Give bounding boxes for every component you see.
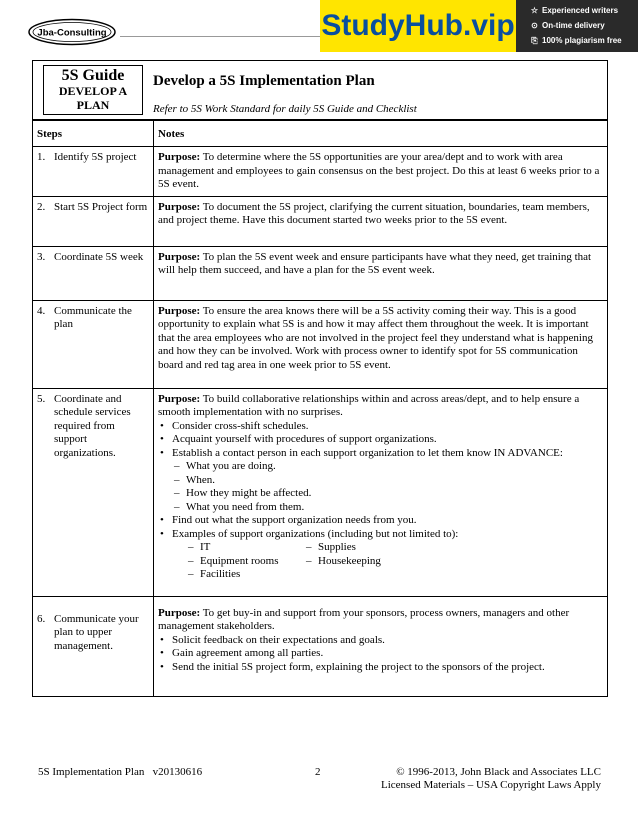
step-cell: 6. Communicate your plan to upper management. — [33, 596, 154, 696]
list-item: • Consider cross-shift schedules. — [158, 420, 603, 434]
banner-feature-list — [530, 3, 638, 48]
clock-icon: ⊙ — [531, 21, 538, 30]
table-row — [33, 300, 608, 388]
sub-list — [172, 460, 603, 514]
document-title: Develop a 5S Implementation Plan — [153, 73, 375, 89]
guide-subtitle-line2: PLAN — [76, 98, 110, 112]
table-row — [33, 246, 608, 300]
banner-brand: StudyHub.vip — [320, 0, 516, 52]
list-item: – What you are doing. — [172, 460, 603, 474]
notes-cell: Purpose: To determine where the 5S opportunities are your area/dept and to work with area management and employees to gain consensus on the best project. Do this at least 6 weeks prior to a 5S event. — [154, 147, 608, 197]
copy-icon: ⎘ — [531, 36, 538, 45]
list-item: – Facilities — [186, 568, 304, 582]
title-box — [32, 60, 608, 120]
guide-label-box — [43, 65, 143, 115]
guide-subtitle-line1: DEVELOP A — [58, 84, 128, 98]
list-item: • Find out what the support organization needs from you. — [158, 514, 603, 528]
copyright-line: © 1996-2013, John Black and Associates LLC — [396, 766, 601, 778]
guide-title: 5S Guide — [61, 67, 125, 84]
list-item: • Examples of support organizations (including but not limited to): – IT – Supplies – Equipment rooms – Housekeeping – Facilities — [158, 528, 603, 582]
step-label: Coordinate 5S week — [54, 250, 144, 263]
list-item: • Gain agreement among all parties. — [158, 647, 603, 661]
footer-document-version: 5S Implementation Plan v20130616 — [38, 766, 203, 778]
purpose-text: To determine where the 5S opportunities are your area/dept and to work with area management and employees to gain consensus on the best project. Do this at least 6 weeks prior to a 5S event. — [158, 151, 600, 190]
step-label: Coordinate and schedule services required from support organizations. — [54, 392, 131, 459]
bullet-list — [158, 634, 603, 675]
list-item: • Establish a contact person in each support organization to let them know IN ADVANCE: – What you are doing. – When. – How they might be affected. – What you need from them. — [158, 447, 603, 515]
bullet-list — [158, 420, 603, 582]
list-item: • Send the initial 5S project form, explaining the project to the sponsors of the project. — [158, 661, 603, 675]
svg-text:Jba-Consulting: Jba-Consulting — [37, 27, 107, 39]
list-item: – How they might be affected. — [172, 487, 603, 501]
list-item: • Acquaint yourself with procedures of support organizations. — [158, 433, 603, 447]
step-label: Start 5S Project form — [54, 200, 148, 213]
table-row — [33, 596, 608, 696]
footer-copyright — [381, 766, 601, 792]
step-cell: 3. Coordinate 5S week — [33, 246, 154, 300]
license-line: Licensed Materials – USA Copyright Laws Apply — [381, 779, 601, 791]
step-label: Communicate the plan — [54, 304, 132, 330]
notes-cell: Purpose: To get buy-in and support from your sponsors, process owners, managers and other management stakeholders. • Solicit feedback on their expectations and goals. • Gain agreement among all parties. • Send the initial 5S project form, explaining the project to the sponsors of the project. — [154, 596, 608, 696]
list-item: – Supplies — [304, 541, 424, 555]
jba-consulting-logo — [28, 18, 116, 46]
step-cell: 5. Coordinate and schedule services required from support organizations. — [33, 388, 154, 596]
table-row — [33, 196, 608, 246]
steps-table — [32, 120, 608, 697]
table-row — [33, 388, 608, 596]
banner-feature: ☆ Experienced writers — [530, 3, 638, 18]
list-item: – Equipment rooms — [186, 555, 304, 569]
list-item: – IT — [186, 541, 304, 555]
list-item: – Housekeeping — [304, 555, 424, 569]
purpose-text: To build collaborative relationships within and across areas/dept, and to help ensure a smooth implementation with no surprises. — [158, 392, 580, 418]
banner-feature: ⎘ 100% plagiarism free — [530, 33, 638, 48]
notes-cell: Purpose: To build collaborative relationships within and across areas/dept, and to help ensure a smooth implementation with no surprises. • Consider cross-shift schedules. • Acquaint yourself with procedures of support organizations. • Establish a contact person in each support organization to let them know IN ADVANCE: – What you are doing. – When. – How they might be affected. – What you need from them. • Find out what the support organization needs from you. • Examples of support organizations (including but not limited to): – IT – Supplies – Equipment rooms – Housekeeping – Facilities — [154, 388, 608, 596]
star-icon: ☆ — [530, 6, 539, 15]
step-cell: 1. Identify 5S project — [33, 147, 154, 197]
list-item: • Solicit feedback on their expectations and goals. — [158, 634, 603, 648]
page-number: 2 — [315, 766, 321, 778]
list-item: – What you need from them. — [172, 501, 603, 515]
notes-column-header: Notes — [154, 121, 608, 147]
table-row — [33, 147, 608, 197]
purpose-text: To document the 5S project, clarifying the current situation, boundaries, team members, and project theme. Have this document started two weeks prior to the 5S event. — [158, 200, 590, 226]
document-note: Refer to 5S Work Standard for daily 5S Guide and Checklist — [153, 103, 417, 115]
list-item: – When. — [172, 474, 603, 488]
step-label: Communicate your plan to upper management. — [54, 612, 139, 652]
table-header-row — [33, 121, 608, 147]
steps-column-header: Steps — [33, 121, 154, 147]
header-rule — [120, 36, 320, 37]
purpose-text: To ensure the area knows there will be a 5S activity coming their way. This is a good opportunity to explain what 5S is and how it may affect them throughout the week. It is important that the area employees who are not involved in the project feel they understand what is happening and how they can be involved. Work with process owner to identify spot for 5S communication board and red tag area in one week prior to 5S event. — [158, 304, 593, 371]
notes-cell: Purpose: To plan the 5S event week and ensure participants have what they need, get training that will help them succeed, and have a plan for the 5S event week. — [154, 246, 608, 300]
examples-list — [172, 541, 603, 582]
step-cell: 2. Start 5S Project form — [33, 196, 154, 246]
banner-feature: ⊙ On-time delivery — [530, 18, 638, 33]
notes-cell: Purpose: To ensure the area knows there will be a 5S activity coming their way. This is a good opportunity to explain what 5S is and how it may affect them throughout the week. It is important that the area employees who are not involved in the project feel they understand what is happening and how they can be involved. Work with process owner to identify spot for 5S communication board and red tag area in one week prior to 5S event. — [154, 300, 608, 388]
step-cell: 4. Communicate the plan — [33, 300, 154, 388]
notes-cell: Purpose: To document the 5S project, clarifying the current situation, boundaries, team members, and project theme. Have this document started two weeks prior to the 5S event. — [154, 196, 608, 246]
step-label: Identify 5S project — [54, 151, 137, 163]
studyhub-banner[interactable] — [320, 0, 638, 52]
purpose-text: To plan the 5S event week and ensure participants have what they need, get training that will help them succeed, and have a plan for the 5S event week. — [158, 250, 592, 276]
purpose-text: To get buy-in and support from your sponsors, process owners, managers and other management stakeholders. — [158, 606, 570, 632]
